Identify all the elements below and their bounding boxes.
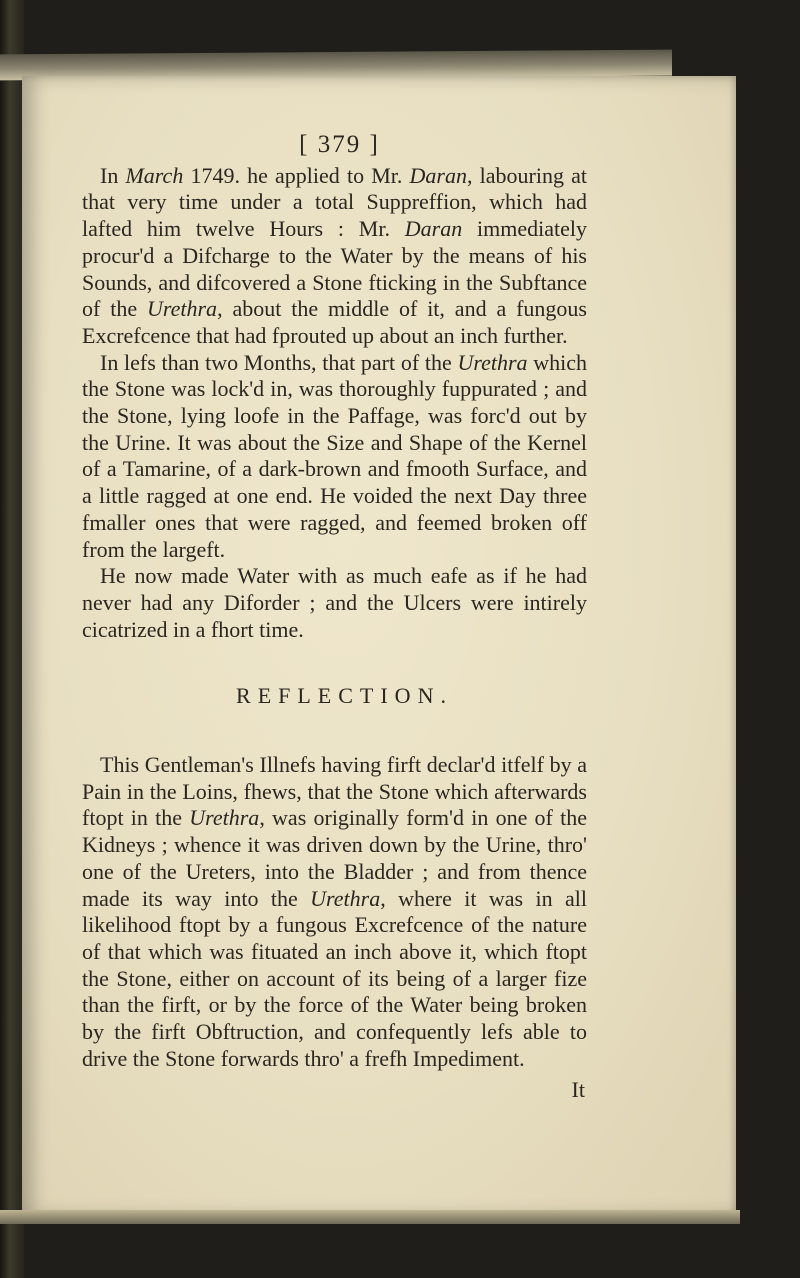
book-spine bbox=[0, 0, 24, 1278]
text-run: In bbox=[100, 162, 126, 188]
text-run: , labouring at that very time under a total Suppreffion, which had lafted him twelve Hours : Mr. bbox=[82, 162, 587, 242]
reflection-paragraph bbox=[82, 752, 587, 1072]
italic-run: Urethra bbox=[310, 885, 381, 911]
paragraph-2 bbox=[82, 350, 587, 564]
catchword: It bbox=[571, 1076, 585, 1102]
text-run: , was originally form'd in one of the Kidneys ; whence it was driven down by the Urine, thro' one of the Ureters, into the Bladder ; and from thence made its way into the bbox=[82, 805, 587, 911]
italic-run: Urethra bbox=[146, 296, 218, 322]
section-heading: REFLECTION. bbox=[236, 683, 453, 709]
page-text bbox=[82, 132, 587, 1103]
text-run: He now made Water with as much eafe as if he had never had any Diforder ; and the Ulcers were intirely cicatrized in a fhort time. bbox=[82, 563, 587, 642]
page-edge-bottom bbox=[0, 1210, 740, 1224]
text-run: immediately procur'd a Difcharge to the Water by the means of his Sounds, and difcovered a Stone fticking in the Subftance of the bbox=[82, 216, 587, 322]
italic-run: March bbox=[125, 162, 184, 188]
text-run: , where it was in all likelihood ftopt by a fungous Excrefcence of the nature of that which was fituated an inch above it, which ftopt the Stone, either on account of its being of a larger fize than the firft, or by the force of the Water being broken by the firft Obftruction, and confequently lefs able to drive the Stone forwards thro' a frefh Impediment. bbox=[82, 885, 587, 1071]
paragraph-3 bbox=[82, 563, 587, 643]
text-run: which the Stone was lock'd in, was thoroughly fuppurated ; and the Stone, lying loofe in the Paffage, was forc'd out by the Urine. It was about the Size and Shape of the Kernel of a Tamarine, of a dark-brown and fmooth Surface, and a little ragged at one end. He voided the next Day three fmaller ones that were ragged, and feemed broken off from the largeft. bbox=[82, 349, 588, 562]
italic-run: Daran bbox=[404, 216, 463, 242]
italic-run: Urethra bbox=[457, 349, 528, 375]
text-run: This Gentleman's Illnefs having firft declar'd itfelf by a Pain in the Loins, fhews, that the Stone which afterwards ftopt in the bbox=[82, 752, 587, 831]
paragraph-1 bbox=[82, 163, 587, 350]
text-run: In lefs than two Months, that part of the bbox=[100, 349, 458, 375]
italic-run: Daran bbox=[409, 162, 467, 188]
italic-run: Urethra bbox=[189, 805, 260, 831]
page-header: [ 379 ] bbox=[299, 131, 380, 158]
text-run: , about the middle of it, and a fungous Excrefcence that had fprouted up about an inch further. bbox=[82, 296, 587, 348]
text-run: 1749. he applied to Mr. bbox=[183, 162, 410, 188]
